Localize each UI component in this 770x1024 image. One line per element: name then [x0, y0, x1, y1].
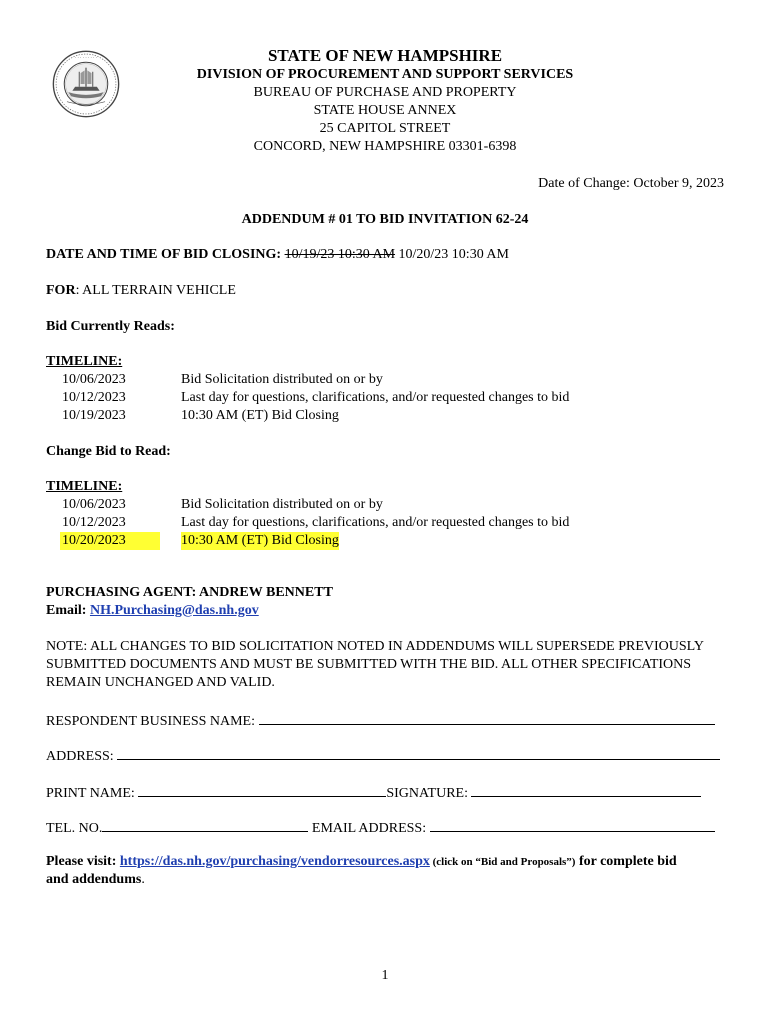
- bureau-name: BUREAU OF PURCHASE AND PROPERTY: [253, 85, 517, 100]
- timeline-date: 10/19/2023: [62, 408, 126, 423]
- tel-label: TEL. NO.: [46, 821, 103, 836]
- note-paragraph: NOTE: ALL CHANGES TO BID SOLICITATION NOTED IN ADDENDUMS WILL SUPERSEDE PREVIOUSLY SUBMITTED DOCUMENTS AND MUST BE SUBMITTED WITH THE BID. ALL OTHER SPECIFICATIONS REMAIN UNCHANGED AND VALID.: [46, 639, 704, 690]
- timeline-desc: 10:30 AM (ET) Bid Closing: [181, 533, 339, 548]
- timeline-row: [46, 389, 646, 407]
- for-label: FOR: [46, 283, 76, 298]
- timeline-desc: Last day for questions, clarifications, and/or requested changes to bid: [181, 515, 570, 530]
- annex-name: STATE HOUSE ANNEX: [313, 103, 457, 118]
- vendor-resources-link[interactable]: https://das.nh.gov/purchasing/vendorresources.aspx: [119, 854, 430, 869]
- timeline-date: 10/20/2023: [60, 532, 160, 550]
- timeline-desc: 10:30 AM (ET) Bid Closing: [181, 408, 339, 423]
- closing-new-value: 10/20/23 10:30 AM: [398, 247, 509, 262]
- email-address-input-line[interactable]: [430, 818, 715, 832]
- visit-line-2: [46, 872, 145, 888]
- currently-reads-heading: Bid Currently Reads:: [46, 319, 175, 334]
- addendum-title: ADDENDUM # 01 TO BID INVITATION 62-24: [241, 212, 529, 227]
- agent-label: PURCHASING AGENT: [46, 585, 192, 600]
- print-name-field: [46, 783, 701, 802]
- for-line: [46, 283, 236, 299]
- timeline-row: [46, 514, 646, 532]
- agent-name: : ANDREW BENNETT: [191, 585, 333, 600]
- address-input-line[interactable]: [117, 746, 720, 760]
- email-separator: :: [81, 603, 90, 618]
- visit-line: [46, 854, 677, 870]
- business-name-input-line[interactable]: [259, 711, 715, 725]
- date-of-change: Date of Change: October 9, 2023: [538, 176, 724, 191]
- click-note: (click on “Bid and Proposals”): [429, 856, 576, 868]
- agent-email-line: [46, 603, 259, 619]
- print-name-input-line[interactable]: [138, 783, 386, 797]
- tel-email-field: [46, 818, 715, 837]
- purchasing-agent: [46, 585, 333, 601]
- timeline-heading: TIMELINE:: [46, 354, 123, 369]
- timeline-date: 10/12/2023: [62, 390, 126, 405]
- page-number: 1: [381, 968, 389, 983]
- address-field: [46, 746, 720, 765]
- timeline-heading-new: TIMELINE:: [46, 479, 123, 494]
- timeline-date: 10/06/2023: [62, 497, 126, 512]
- print-name-label: PRINT NAME:: [46, 786, 135, 801]
- signature-input-line[interactable]: [471, 783, 701, 797]
- business-name-field: [46, 711, 715, 730]
- letterhead: [0, 46, 770, 156]
- bid-closing-line: [46, 247, 509, 263]
- visit-period: .: [141, 872, 145, 887]
- agent-email-link[interactable]: NH.Purchasing@das.nh.gov: [89, 603, 259, 618]
- closing-label: DATE AND TIME OF BID CLOSING:: [46, 247, 282, 262]
- for-value: : ALL TERRAIN VEHICLE: [75, 283, 236, 298]
- email-address-label: EMAIL ADDRESS:: [311, 821, 427, 836]
- timeline-date: 10/12/2023: [62, 515, 126, 530]
- street-address: 25 CAPITOL STREET: [319, 121, 451, 136]
- business-name-label: RESPONDENT BUSINESS NAME:: [46, 714, 255, 729]
- timeline-desc: Bid Solicitation distributed on or by: [181, 372, 383, 387]
- city-address: CONCORD, NEW HAMPSHIRE 03301-6398: [253, 139, 517, 154]
- division-name: DIVISION OF PROCUREMENT AND SUPPORT SERVICES: [196, 67, 574, 82]
- timeline-desc: Bid Solicitation distributed on or by: [181, 497, 383, 512]
- state-title: STATE OF NEW HAMPSHIRE: [267, 46, 503, 65]
- email-label: Email: [46, 603, 82, 618]
- timeline-row: [46, 407, 646, 425]
- closing-old-value: 10/19/23 10:30 AM: [284, 247, 396, 262]
- change-to-heading: Change Bid to Read:: [46, 444, 171, 459]
- timeline-date: 10/06/2023: [62, 372, 126, 387]
- visit-suffix-2: and addendums: [46, 872, 142, 887]
- tel-input-line[interactable]: [102, 818, 308, 832]
- address-label: ADDRESS:: [46, 749, 114, 764]
- timeline-row-highlighted: [46, 532, 646, 550]
- signature-label: SIGNATURE:: [386, 786, 468, 801]
- visit-prefix: Please visit:: [46, 854, 120, 869]
- visit-suffix: for complete bid: [575, 854, 677, 869]
- timeline-row: [46, 496, 646, 514]
- svg-text:· · · · · · · · ·: · · · · · · · · ·: [74, 54, 98, 60]
- timeline-row: [46, 371, 646, 389]
- timeline-desc: Last day for questions, clarifications, and/or requested changes to bid: [181, 390, 570, 405]
